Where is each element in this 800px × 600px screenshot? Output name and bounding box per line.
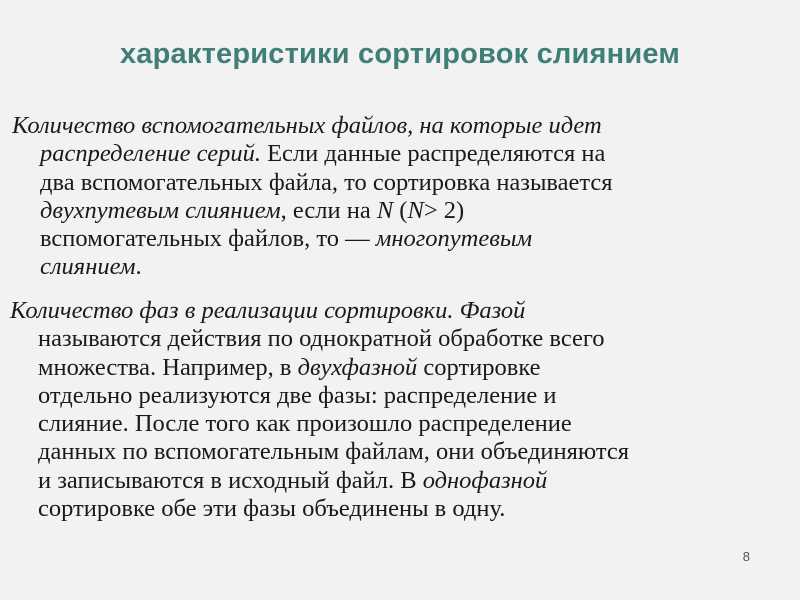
text-run: отдельно реализуются две фазы: распределение и bbox=[38, 381, 557, 409]
italic-term: двухпутевым слиянием bbox=[40, 196, 281, 224]
text-line bbox=[12, 140, 782, 168]
text-run: сортировке обе эти фазы объединены в одну. bbox=[38, 495, 506, 523]
page-number: 8 bbox=[742, 549, 750, 564]
text-run: два вспомогательных файла, то сортировка называется bbox=[40, 168, 613, 196]
text-run: называются действия по однократной обработке всего bbox=[38, 325, 605, 353]
text-run: > 2) bbox=[423, 196, 465, 224]
text-run: вспомогательных файлов, то — bbox=[40, 225, 376, 253]
text-run: , если на bbox=[280, 196, 377, 224]
text-line bbox=[12, 169, 782, 197]
text-line bbox=[10, 325, 780, 353]
italic-term: Количество вспомогательных файлов, на которые идет bbox=[12, 112, 602, 139]
paragraph-phases bbox=[10, 297, 780, 523]
text-line bbox=[12, 197, 782, 225]
text-run: ( bbox=[393, 196, 408, 224]
italic-term: двухфазной bbox=[297, 353, 418, 381]
italic-term: N bbox=[407, 196, 424, 224]
italic-term: N bbox=[376, 196, 394, 224]
text-run: . bbox=[135, 253, 142, 281]
text-line bbox=[10, 495, 780, 523]
text-line bbox=[12, 225, 782, 253]
text-run: сортировке bbox=[417, 353, 541, 381]
italic-term: Количество фаз в реализации сортировки. Фазой bbox=[10, 297, 526, 324]
text-run: и записываются в исходный файл. В bbox=[38, 466, 423, 494]
text-line bbox=[10, 438, 780, 466]
text-line bbox=[12, 253, 782, 281]
italic-term: многопутевым bbox=[375, 225, 533, 253]
slide-title: характеристики сортировок слиянием bbox=[119, 38, 681, 70]
italic-term: распределение серий. bbox=[40, 140, 261, 168]
text-line bbox=[10, 467, 780, 495]
italic-term: слиянием bbox=[40, 253, 136, 281]
text-run: данных по вспомогательным файлам, они объединяются bbox=[38, 438, 630, 466]
text-run: множества. Например, в bbox=[38, 353, 298, 381]
text-line bbox=[10, 410, 780, 438]
text-run: слияние. После того как произошло распределение bbox=[38, 410, 572, 438]
text-line bbox=[10, 382, 780, 410]
text-line bbox=[10, 354, 780, 382]
text-line bbox=[10, 297, 780, 325]
italic-term: однофазной bbox=[422, 466, 548, 494]
text-run: Если данные распределяются на bbox=[260, 140, 606, 168]
text-line bbox=[12, 112, 782, 140]
paragraph-auxiliary-files bbox=[12, 112, 782, 282]
